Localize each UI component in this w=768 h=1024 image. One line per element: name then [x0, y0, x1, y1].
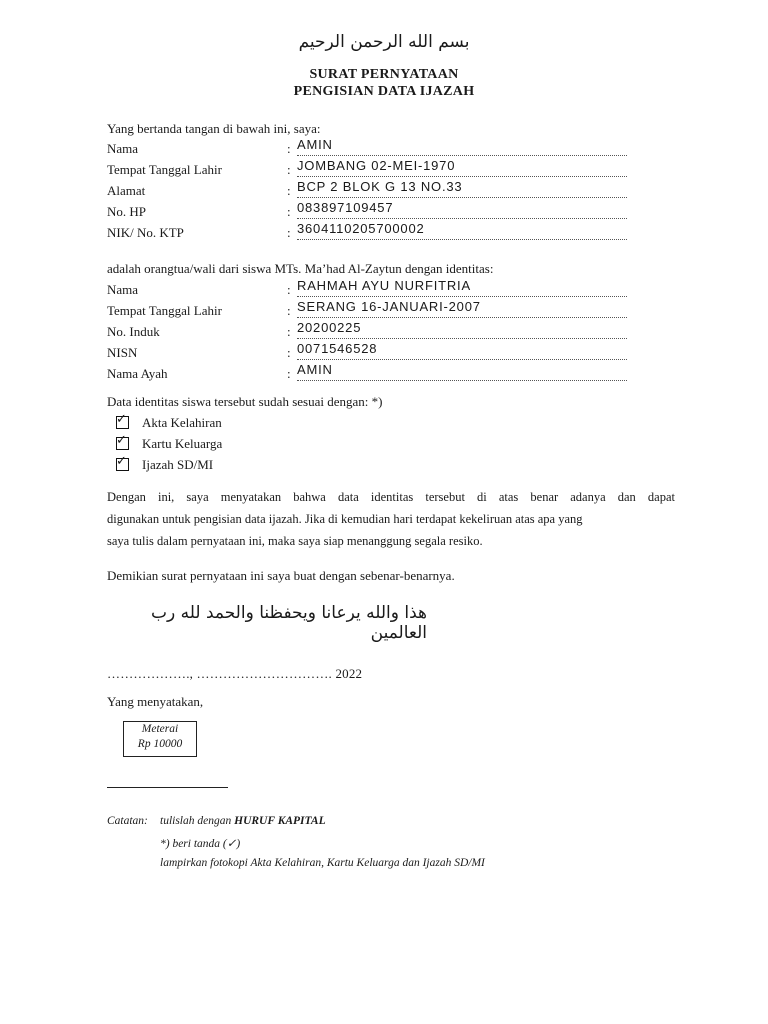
checkmark-icon: ✓: [116, 454, 127, 469]
notes-emphasis: HURUF KAPITAL: [234, 815, 326, 827]
date-line: ………………., …………………………. 2022: [107, 666, 363, 681]
colon: :: [287, 183, 291, 198]
statement-line-2: digunakan untuk pengisian data ijazah. Jika di kemudian hari terdapat kekeliruan atas apa yang: [107, 512, 583, 526]
parent-birth-label: Tempat Tanggal Lahir: [107, 162, 222, 177]
checkbox-akta[interactable]: [116, 412, 129, 429]
student-father-label: Nama Ayah: [107, 366, 168, 381]
materai-stamp-box: [123, 721, 197, 757]
student-induk-field[interactable]: 20200225: [297, 320, 627, 339]
colon: :: [287, 366, 291, 381]
statement-line-3: saya tulis dalam pernyataan ini, maka saya siap menanggung segala resiko.: [107, 534, 483, 548]
materai-value: Rp 10000: [137, 738, 183, 750]
checklist-label: Kartu Keluarga: [142, 436, 223, 451]
notes-line-2: *) beri tanda (✓): [160, 838, 241, 850]
colon: :: [287, 324, 291, 339]
parent-address-label: Alamat: [107, 183, 146, 198]
signature-line[interactable]: [107, 787, 228, 788]
notes-line-3: lampirkan fotokopi Akta Kelahiran, Kartu Keluarga dan Ijazah SD/MI: [160, 857, 485, 869]
student-intro: adalah orangtua/wali dari siswa MTs. Ma’had Al-Zaytun dengan identitas:: [107, 261, 494, 276]
student-induk-label: No. Induk: [107, 324, 160, 339]
checkbox-ijazah[interactable]: [116, 454, 129, 471]
parent-phone-label: No. HP: [107, 204, 147, 219]
materai-label: Meterai: [141, 723, 179, 735]
student-name-label: Nama: [107, 282, 139, 297]
checklist-label: Akta Kelahiran: [142, 415, 222, 430]
bismillah: بسم الله الرحمن الرحيم: [298, 32, 470, 52]
student-birth-field[interactable]: SERANG 16-JANUARI-2007: [297, 299, 627, 318]
student-nisn-label: NISN: [107, 345, 138, 360]
parent-birth-field[interactable]: JOMBANG 02-MEI-1970: [297, 158, 627, 177]
student-name-field[interactable]: RAHMAH AYU NURFITRIA: [297, 278, 627, 297]
parent-name-field[interactable]: AMIN: [297, 137, 627, 156]
colon: :: [287, 345, 291, 360]
statement-line-1: Dengan ini, saya menyatakan bahwa data identitas tersebut di atas benar adanya dan dapat: [107, 490, 675, 504]
notes-label: Catatan:: [107, 815, 148, 827]
notes-line-1-prefix: tulislah dengan: [160, 815, 232, 827]
parent-phone-field[interactable]: 083897109457: [297, 200, 627, 219]
student-nisn-field[interactable]: 0071546528: [297, 341, 627, 360]
signer-label: Yang menyatakan,: [107, 694, 204, 709]
colon: :: [287, 162, 291, 177]
documents-intro: Data identitas siswa tersebut sudah sesuai dengan: *): [107, 394, 383, 409]
student-father-field[interactable]: AMIN: [297, 362, 627, 381]
colon: :: [287, 225, 291, 240]
colon: :: [287, 303, 291, 318]
checklist-label: Ijazah SD/MI: [142, 457, 214, 472]
parent-intro: Yang bertanda tangan di bawah ini, saya:: [107, 121, 321, 136]
student-birth-label: Tempat Tanggal Lahir: [107, 303, 222, 318]
parent-name-label: Nama: [107, 141, 139, 156]
parent-nik-field[interactable]: 3604110205700002: [297, 221, 627, 240]
title-line-1: SURAT PERNYATAAN: [309, 67, 459, 82]
arabic-prayer: هذا والله يرعانا ويحفظنا والحمد لله رب العالمين: [151, 603, 427, 643]
closing-sentence: Demikian surat pernyataan ini saya buat dengan sebenar-benarnya.: [107, 568, 455, 583]
colon: :: [287, 282, 291, 297]
checkmark-icon: ✓: [116, 433, 127, 448]
parent-address-field[interactable]: BCP 2 BLOK G 13 NO.33: [297, 179, 627, 198]
parent-nik-label: NIK/ No. KTP: [107, 225, 184, 240]
colon: :: [287, 204, 291, 219]
title-line-2: PENGISIAN DATA IJAZAH: [293, 84, 475, 99]
checkmark-icon: ✓: [116, 412, 127, 427]
colon: :: [287, 141, 291, 156]
checkbox-kk[interactable]: [116, 433, 129, 450]
notes-line-1: [160, 815, 326, 827]
